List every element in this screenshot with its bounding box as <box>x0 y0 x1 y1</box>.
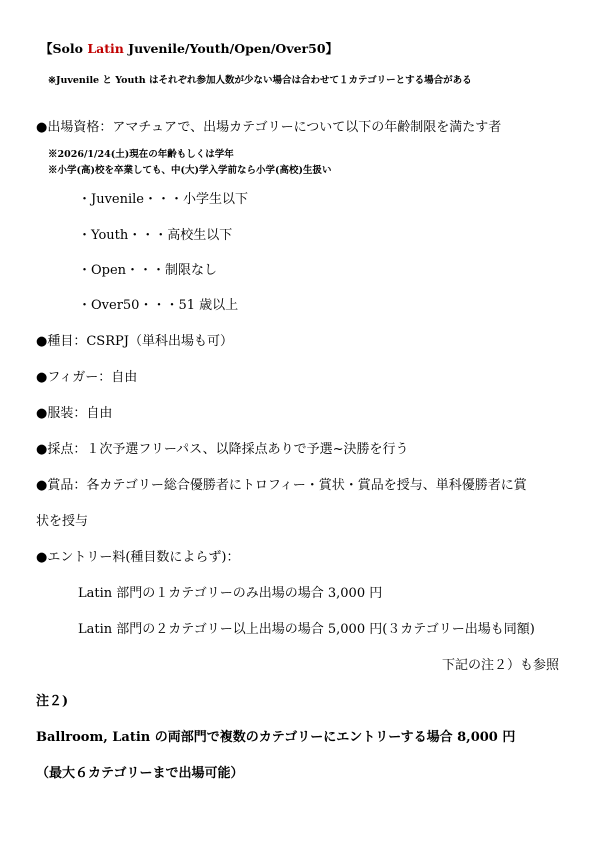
costume-line: ●服装：自由 <box>36 406 113 421</box>
entry-fee-multiple: Latin 部門の２カテゴリー以上出場の場合 5,000 円(３カテゴリー出場も同額) <box>78 622 535 637</box>
eligibility-note-school: ※小学(高)校を卒業しても、中(大)学入学前なら小学(高校)生扱い <box>48 165 332 176</box>
note2-text: Ballroom, Latin の両部門で複数のカテゴリーにエントリーする場合 8,000 円 <box>36 730 516 745</box>
note2-limit: （最大６カテゴリーまで出場可能） <box>36 766 244 781</box>
title-note: ※Juvenile と Youth はそれぞれ参加人数が少ない場合は合わせて１カテゴリーとする場合がある <box>48 75 472 86</box>
entry-fee-see-note: 下記の注２）も参照 <box>441 658 559 673</box>
entry-fee-heading: ●エントリー料(種目数によらず)： <box>36 550 240 565</box>
category-juvenile: ・Juvenile・・・小学生以下 <box>78 192 249 207</box>
figures-line: ●フィガー：自由 <box>36 370 138 385</box>
note2-heading: 注２) <box>36 694 69 709</box>
prizes-line-1: ●賞品：各カテゴリー総合優勝者にトロフィー・賞状・賞品を授与、単科優勝者に賞 <box>36 478 527 493</box>
entry-fee-single: Latin 部門の１カテゴリーのみ出場の場合 3,000 円 <box>78 586 383 601</box>
category-youth: ・Youth・・・高校生以下 <box>78 228 233 243</box>
events-line: ●種目：CSRPJ（単科出場も可） <box>36 334 233 349</box>
eligibility-heading: ●出場資格：アマチュアで、出場カテゴリーについて以下の年齢制限を満たす者 <box>36 120 502 135</box>
title-suffix: Juvenile/Youth/Open/Over50 <box>123 41 326 56</box>
title-bracket-close: 】 <box>325 41 339 56</box>
title-accent-latin: Latin <box>87 41 124 56</box>
judging-line: ●採点：１次予選フリーパス、以降採点ありで予選~決勝を行う <box>36 442 409 457</box>
eligibility-note-date: ※2026/1/24(土)現在の年齢もしくは学年 <box>48 149 234 160</box>
category-open: ・Open・・・制限なし <box>78 263 218 278</box>
page-title <box>40 43 338 56</box>
title-prefix: Solo <box>52 41 88 56</box>
title-bracket-open: 【 <box>40 41 53 56</box>
category-over50: ・Over50・・・51 歳以上 <box>78 298 239 313</box>
prizes-line-2: 状を授与 <box>36 514 89 529</box>
